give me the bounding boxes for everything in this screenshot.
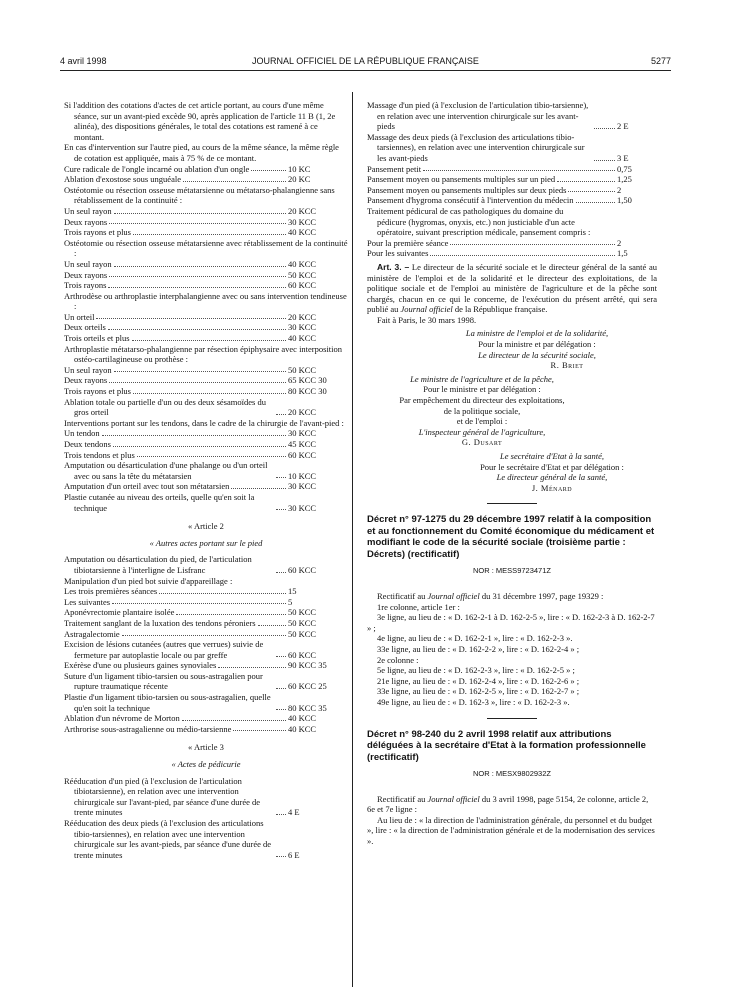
cotation-row bbox=[64, 818, 348, 860]
leader-dots bbox=[133, 393, 286, 394]
leader-dots bbox=[594, 128, 615, 129]
leader-dots bbox=[233, 730, 286, 731]
leader-dots bbox=[133, 234, 286, 235]
leader-dots bbox=[276, 656, 286, 657]
cotation-row bbox=[367, 174, 657, 185]
leader-dots bbox=[183, 181, 286, 182]
header-title: JOURNAL OFFICIEL DE LA RÉPUBLIQUE FRANÇAISE bbox=[252, 56, 479, 66]
signatory-role: Le secrétaire d'Etat à la santé, bbox=[500, 451, 604, 461]
cotation-code: 5 bbox=[288, 596, 293, 607]
cotation-code: 30 KCC bbox=[288, 502, 317, 513]
leader-dots bbox=[114, 266, 286, 267]
signature-block-sante bbox=[367, 451, 657, 493]
cotation-code: 60 KCC bbox=[288, 280, 317, 291]
cotation-row bbox=[64, 713, 348, 724]
header-date: 4 avril 1998 bbox=[60, 56, 107, 66]
cotation-label: Un orteil bbox=[64, 311, 95, 322]
cotation-code: 50 KCC bbox=[288, 607, 317, 618]
section-title: Ostéotomie ou résection osseuse métatarsienne avec rétablissement de la continuité : bbox=[64, 237, 348, 259]
cotation-label: Un seul rayon bbox=[64, 258, 112, 269]
cotation-row bbox=[367, 132, 657, 164]
cotation-code: 45 KCC bbox=[288, 439, 317, 449]
cotation-code: 15 bbox=[288, 586, 297, 597]
cotation-code: 40 KCC bbox=[288, 258, 317, 269]
cotation-row bbox=[64, 397, 348, 418]
rectificatif-lines bbox=[367, 602, 657, 708]
signatory-delegation: Pour le ministre et par délégation : bbox=[423, 384, 541, 395]
article-heading: « Article 3 bbox=[188, 742, 224, 753]
cotation-code: 20 KC bbox=[288, 174, 311, 185]
cotation-label: Astragalectomie bbox=[64, 628, 120, 639]
cotation-row bbox=[64, 629, 348, 640]
cotation-row bbox=[64, 439, 348, 450]
cotation-row bbox=[64, 576, 348, 587]
cotation-code: 10 KC bbox=[288, 163, 311, 174]
cotation-label: Trois tendons et plus bbox=[64, 449, 135, 460]
journal-officiel-ref: Journal officiel bbox=[400, 304, 453, 315]
cotation-code: 1,5 bbox=[617, 248, 628, 259]
nor-reference: NOR : MESS9723471Z bbox=[473, 566, 551, 576]
cotation-code: 60 KCC 25 bbox=[288, 681, 327, 692]
cotation-code: 40 KCC bbox=[288, 333, 317, 344]
leader-dots bbox=[450, 244, 615, 245]
signatory-role: Le ministre de l'agriculture et de la pêche, bbox=[410, 373, 554, 384]
leader-dots bbox=[137, 456, 286, 457]
page-header bbox=[60, 56, 671, 70]
cotation-label: Rééducation des deux pieds (à l'exclusion des articulations tibio-tarsiennes), en relation avec une intervention chirurgicale sur les avant-pieds, par séance d'une durée de trente minutes bbox=[64, 818, 272, 860]
leader-dots bbox=[251, 170, 286, 171]
intro-paragraph: Si l'addition des cotations d'actes de cet article portant, au cours d'une même séance, sur un avant-pied excède 90, après application de l'article 11 B (1, 2e alinéa), des dispositions générales, le total des cotations est ramené à ce montant. bbox=[64, 100, 336, 142]
cotation-row bbox=[64, 639, 348, 660]
cotation-label: Amputation ou désarticulation d'une phalange ou d'un orteil avec ou sans la tête du métatarsien bbox=[64, 460, 268, 481]
leader-dots bbox=[108, 329, 286, 330]
cotation-row bbox=[64, 375, 348, 386]
cotation-row bbox=[64, 660, 348, 671]
rectificatif-line: 21e ligne, au lieu de : « D. 162-2-4 », lire : « D. 162-2-6 » ; bbox=[377, 675, 580, 686]
cotation-label: Deux rayons bbox=[64, 375, 108, 386]
cotation-label: Excision de lésions cutanées (autres que verrues) suivie de fermeture par autoplastie locale ou par greffe bbox=[64, 639, 264, 660]
section-title: Interventions portant sur les tendons, dans le cadre de la chirurgie de l'avant-pied : bbox=[64, 417, 344, 428]
section-separator bbox=[487, 503, 537, 504]
cotation-row bbox=[367, 100, 657, 132]
cotation-row bbox=[64, 607, 348, 618]
cotation-code: 20 KCC bbox=[288, 205, 317, 216]
cotation-row bbox=[64, 618, 348, 629]
cotation-label: Trois rayons bbox=[64, 280, 107, 291]
journal-officiel-ref: Journal officiel bbox=[427, 590, 480, 601]
leader-dots bbox=[258, 625, 286, 626]
cotation-code: 50 KCC bbox=[288, 364, 317, 375]
cotation-label: Pansement d'hygroma consécutif à l'intervention du médecin bbox=[367, 195, 574, 206]
leader-dots bbox=[276, 414, 286, 415]
cotation-row bbox=[64, 492, 348, 513]
leader-dots bbox=[96, 318, 286, 319]
cotation-label: Trois orteils et plus bbox=[64, 333, 130, 344]
rectificatif-line: 33e ligne, au lieu de : « D. 162-2-2 », lire : « D. 162-2-4 » ; bbox=[377, 643, 580, 654]
cotation-code: 40 KCC bbox=[288, 713, 317, 724]
signatory-name: J. Ménard bbox=[531, 482, 573, 493]
signatory-empechement: de la politique sociale, bbox=[443, 405, 521, 416]
cotation-label: Plastie d'un ligament tibio-tarsien ou sous-astragalien, quelle qu'en soit la technique bbox=[64, 692, 271, 713]
rectificatif-line: 2e colonne : bbox=[377, 654, 419, 665]
cotation-code: 60 KCC bbox=[288, 564, 317, 575]
cotation-label: Pour la première séance bbox=[367, 237, 449, 248]
leader-dots bbox=[276, 814, 286, 815]
cotation-label: Pansement moyen ou pansements multiples sur deux pieds bbox=[367, 184, 567, 195]
cotation-row bbox=[367, 206, 657, 238]
cotation-row bbox=[64, 724, 348, 735]
cotation-code: 60 KCC bbox=[288, 449, 317, 460]
cotation-label: Deux rayons bbox=[64, 269, 108, 280]
rectificatif-line: 1re colonne, article 1er : bbox=[377, 601, 460, 612]
leader-dots bbox=[182, 720, 286, 721]
cotation-code: 1,25 bbox=[617, 174, 632, 185]
left-column bbox=[64, 100, 348, 860]
leader-dots bbox=[132, 340, 286, 341]
section-title: Ostéotomie ou résection osseuse métatarsienne ou métatarso-phalangienne sans rétablissement de la continuité : bbox=[64, 184, 335, 206]
cotation-label: Pansement moyen ou pansements multiples sur un pied bbox=[367, 174, 556, 185]
cotation-label: Suture d'un ligament tibio-tarsien ou sous-astragalien pour rupture traumatique récente bbox=[64, 670, 263, 692]
cotation-code: 0,75 bbox=[617, 163, 632, 174]
article-3-label: Art. 3. – bbox=[377, 261, 410, 272]
cotation-row bbox=[64, 322, 348, 333]
cotation-code: 30 KCC bbox=[288, 322, 317, 333]
cotation-code: 1,50 bbox=[617, 195, 632, 206]
cotation-label: Deux tendons bbox=[64, 439, 111, 449]
cotation-list bbox=[64, 776, 348, 861]
rectificatif-line: 5e ligne, au lieu de : « D. 162-2-3 », lire : « D. 162-2-5 » ; bbox=[377, 665, 575, 676]
journal-officiel-ref: Journal officiel bbox=[427, 793, 480, 804]
cotation-row bbox=[64, 164, 348, 175]
leader-dots bbox=[276, 856, 286, 857]
rectificatif-line: 3e ligne, au lieu de : « D. 162-2-1 à D. 162-2-5 », lire : « D. 162-2-3 à D. 162-2-7 » ; bbox=[367, 612, 655, 633]
rectificatif-line: 33e ligne, au lieu de : « D. 162-2-5 », lire : « D. 162-2-7 » ; bbox=[377, 686, 580, 697]
leader-dots bbox=[423, 170, 615, 171]
cotation-label: Un seul rayon bbox=[64, 364, 112, 375]
cotation-code: 4 E bbox=[288, 807, 300, 818]
cotation-row bbox=[64, 217, 348, 228]
cotation-list bbox=[64, 206, 348, 238]
leader-dots bbox=[576, 202, 615, 203]
rectificatif-intro: Rectificatif au Journal officiel du 3 avril 1998, page 5154, 2e colonne, article 2, 6e et 7e ligne : bbox=[367, 793, 649, 815]
cotation-code: 2 bbox=[617, 237, 622, 248]
cotation-code: 10 KCC bbox=[288, 470, 317, 481]
cotation-row bbox=[64, 428, 348, 439]
cotation-row bbox=[367, 195, 657, 206]
cotation-label: Un tendon bbox=[64, 428, 100, 439]
cotation-row bbox=[367, 185, 657, 196]
section-separator bbox=[487, 718, 537, 719]
signatory-name: G. Dusart bbox=[461, 437, 503, 448]
cotation-label: Les suivantes bbox=[64, 596, 111, 607]
nor-reference: NOR : MESX9802932Z bbox=[473, 769, 551, 778]
article-heading: « Article 2 bbox=[188, 521, 224, 532]
leader-dots bbox=[276, 509, 286, 510]
cotation-label: Pour les suivantes bbox=[367, 248, 429, 259]
cotation-label: Pansement petit bbox=[367, 163, 422, 174]
cotation-row bbox=[64, 586, 348, 597]
cotation-row bbox=[64, 259, 348, 270]
signatory-title: Le directeur de la sécurité sociale, bbox=[478, 349, 596, 360]
signatory-empechement: et de l'emploi : bbox=[456, 416, 508, 427]
article-subheading: « Actes de pédicurie bbox=[171, 759, 241, 770]
cotation-label: Manipulation d'un pied bot suivie d'appareillage : bbox=[64, 575, 233, 586]
leader-dots bbox=[276, 709, 286, 710]
cotation-list bbox=[64, 365, 348, 418]
header-page-number: 5277 bbox=[650, 56, 671, 66]
cotation-label: Traitement sanglant de la luxation des tendons péroniers bbox=[64, 617, 256, 628]
header-rule bbox=[60, 70, 671, 71]
signatory-empechement: Par empêchement du directeur des exploitations, bbox=[399, 395, 565, 406]
leader-dots bbox=[109, 382, 286, 383]
cotation-row bbox=[64, 776, 348, 818]
cotation-label: Trois rayons et plus bbox=[64, 227, 131, 238]
cotation-code: 30 KCC bbox=[288, 428, 317, 439]
cotation-list bbox=[64, 428, 348, 513]
cotation-code: 50 KCC bbox=[288, 269, 317, 280]
cotation-label: Ablation d'exostose sous unguéale bbox=[64, 174, 181, 185]
cotation-label: Aponévrectomie plantaire isolée bbox=[64, 607, 175, 618]
leader-dots bbox=[108, 287, 286, 288]
cotation-list bbox=[367, 100, 657, 259]
leader-dots bbox=[113, 446, 286, 447]
signature-block-emploi bbox=[367, 328, 657, 370]
cotation-label: Rééducation d'un pied (à l'exclusion de l'articulation tibiotarsienne), en relation avec une intervention chirurgicale sur l'avant-pied, par séance d'une durée de trente minutes bbox=[64, 775, 261, 818]
cotation-row bbox=[367, 238, 657, 249]
section-title: Arthrodèse ou arthroplastie interphalangienne avec ou sans intervention tendineuse : bbox=[64, 290, 347, 312]
cotation-label: Deux rayons bbox=[64, 216, 108, 227]
leader-dots bbox=[276, 688, 286, 689]
fait-a-paris: Fait à Paris, le 30 mars 1998. bbox=[377, 314, 477, 325]
signatory-role: La ministre de l'emploi et de la solidarité, bbox=[465, 328, 609, 339]
cotation-row bbox=[64, 312, 348, 323]
cotation-row bbox=[64, 386, 348, 397]
cotation-code: 6 E bbox=[288, 849, 300, 860]
signatory-delegation: Pour le secrétaire d'Etat et par délégation : bbox=[480, 461, 624, 472]
cotation-code: 50 KCC bbox=[288, 628, 317, 639]
cotation-code: 2 E bbox=[617, 121, 629, 132]
rectificatif-line: 49e ligne, au lieu de : « D. 162-3 », lire : « D. 162-2-3 ». bbox=[377, 696, 570, 707]
leader-dots bbox=[122, 635, 286, 636]
cotation-label: Amputation d'un orteil avec tout son métatarsien bbox=[64, 481, 230, 492]
section-title: Arthroplastie métatarso-phalangienne par résection épiphysaire avec interposition ostéo-cartilagineuse ou prothèse : bbox=[64, 343, 343, 365]
cotation-code: 40 KCC bbox=[288, 723, 317, 734]
cotation-row bbox=[64, 206, 348, 217]
leader-dots bbox=[557, 181, 615, 182]
cotation-code: 50 KCC bbox=[288, 617, 317, 628]
decret-title: Décret n° 97-1275 du 29 décembre 1997 relatif à la composition et au fonctionnement du Comité économique du médicament et modifiant le code de la sécurité sociale (troisième partie : Décrets) (rectificatif) bbox=[367, 514, 655, 560]
leader-dots bbox=[276, 477, 286, 478]
cotation-row bbox=[64, 671, 348, 692]
cotation-label: Amputation ou désarticulation du pied, de l'articulation tibiotarsienne à l'interligne de Lisfranc bbox=[64, 554, 252, 575]
cotation-row bbox=[64, 227, 348, 238]
cotation-label: Deux orteils bbox=[64, 322, 106, 333]
cotation-code: 2 bbox=[617, 184, 622, 195]
cotation-code: 20 KCC bbox=[288, 311, 317, 322]
column-divider bbox=[352, 92, 353, 987]
cotation-row bbox=[64, 174, 348, 185]
cotation-label: Massage d'un pied (à l'exclusion de l'articulation tibio-tarsienne), en relation avec une intervention chirurgicale sur les avant-pieds bbox=[367, 100, 589, 132]
cotation-row bbox=[64, 554, 348, 575]
cotation-label: Traitement pédicural de cas pathologiques du domaine du pédicure (hygromas, onyxis, etc.) non justiciable d'un acte opératoire, suivant prescription médicale, pansement compris : bbox=[367, 205, 591, 238]
cotation-code: 40 KCC bbox=[288, 227, 317, 238]
cotation-row bbox=[64, 692, 348, 713]
cotation-label: Les trois premières séances bbox=[64, 586, 158, 597]
cotation-code: 60 KCC bbox=[288, 649, 317, 660]
cotation-row bbox=[64, 597, 348, 608]
rectificatif-line: 4e ligne, au lieu de : « D. 162-2-1 », lire : « D. 162-2-3 ». bbox=[377, 633, 573, 644]
cotation-row bbox=[367, 248, 657, 259]
signatory-title: Le directeur général de la santé, bbox=[496, 472, 608, 483]
right-column bbox=[367, 100, 657, 847]
leader-dots bbox=[594, 160, 615, 161]
cotation-code: 20 KCC bbox=[288, 407, 317, 418]
leader-dots bbox=[430, 255, 615, 256]
cotation-list bbox=[64, 554, 348, 734]
cotation-label: Arthrorise sous-astragalienne ou médio-tarsienne bbox=[64, 723, 232, 734]
cotation-label: Cure radicale de l'ongle incarné ou ablation d'un ongle bbox=[64, 163, 250, 174]
cotation-code: 30 KCC bbox=[288, 481, 317, 492]
cotation-code: 3 E bbox=[617, 152, 629, 163]
signatory-name: R. Briet bbox=[550, 360, 584, 371]
leader-dots bbox=[568, 191, 615, 192]
cotation-row bbox=[367, 164, 657, 175]
leader-dots bbox=[109, 223, 286, 224]
leader-dots bbox=[112, 603, 286, 604]
leader-dots bbox=[102, 435, 286, 436]
cotation-code: 90 KCC 35 bbox=[288, 660, 327, 671]
rectificatif-text: Au lieu de : « la direction de l'administration générale, du personnel et du budget », lire : « la direction de l'administration générale et de la modernisation des services ». bbox=[367, 814, 655, 846]
leader-dots bbox=[114, 371, 286, 372]
cotation-code: 80 KCC 30 bbox=[288, 386, 327, 397]
signatory-delegation: Pour la ministre et par délégation : bbox=[478, 339, 596, 350]
cotation-row bbox=[64, 460, 348, 481]
cotation-label: Massage des deux pieds (à l'exclusion des articulations tibio-tarsiennes), en relation avec une intervention chirurgicale sur les avant-pieds bbox=[367, 131, 585, 163]
leader-dots bbox=[176, 614, 286, 615]
article-3-text: Le directeur de la sécurité sociale et le directeur général de la santé au ministère de l'emploi et de la solidarité et le directeur des exploitations, de la politique sociale et de l'emploi au ministère de l'agriculture et de la pêche sont chargés, chacun en ce qui le concerne, de l'exécution du présent arrêté, qui sera publié au bbox=[367, 261, 657, 315]
cotation-label: Un seul rayon bbox=[64, 205, 112, 216]
signature-block-agriculture bbox=[367, 374, 657, 448]
intro-paragraph: En cas d'intervention sur l'autre pied, au cours de la même séance, la même règle de cotation est appliquée, mais à 75 % de ce montant. bbox=[64, 142, 339, 163]
decret-title: Décret n° 98-240 du 2 avril 1998 relatif aux attributions déléguées à la secrétaire d'Etat à la formation professionnelle (rectificatif) bbox=[367, 728, 646, 763]
leader-dots bbox=[159, 593, 286, 594]
cotation-list bbox=[64, 164, 348, 185]
cotation-row bbox=[64, 481, 348, 492]
signatory-title: L'inspecteur général de l'agriculture, bbox=[418, 426, 546, 437]
article-3-end: de la République française. bbox=[454, 304, 548, 315]
leader-dots bbox=[114, 213, 286, 214]
leader-dots bbox=[231, 488, 286, 489]
rectificatif-intro: Rectificatif au Journal officiel du 31 décembre 1997, page 19329 : bbox=[377, 590, 604, 601]
cotation-row bbox=[64, 270, 348, 281]
cotation-list bbox=[64, 312, 348, 344]
leader-dots bbox=[218, 667, 286, 668]
article-subheading: « Autres actes portant sur le pied bbox=[149, 537, 263, 548]
leader-dots bbox=[276, 572, 286, 573]
cotation-row bbox=[64, 450, 348, 461]
cotation-row bbox=[64, 333, 348, 344]
cotation-code: 65 KCC 30 bbox=[288, 375, 327, 386]
cotation-label: Ablation d'un névrome de Morton bbox=[64, 713, 180, 724]
cotation-label: Ablation totale ou partielle d'un ou des deux sésamoïdes du gros orteil bbox=[64, 396, 266, 418]
cotation-row bbox=[64, 365, 348, 376]
cotation-code: 30 KCC bbox=[288, 216, 317, 227]
cotation-label: Plastie cutanée au niveau des orteils, quelle qu'en soit la technique bbox=[64, 491, 255, 513]
cotation-label: Exérèse d'une ou plusieurs gaines synoviales bbox=[64, 660, 217, 671]
leader-dots bbox=[109, 276, 286, 277]
article-3-paragraph bbox=[367, 262, 657, 315]
cotation-code: 80 KCC 35 bbox=[288, 702, 327, 713]
cotation-row bbox=[64, 280, 348, 291]
cotation-list bbox=[64, 259, 348, 291]
cotation-label: Trois rayons et plus bbox=[64, 386, 131, 397]
